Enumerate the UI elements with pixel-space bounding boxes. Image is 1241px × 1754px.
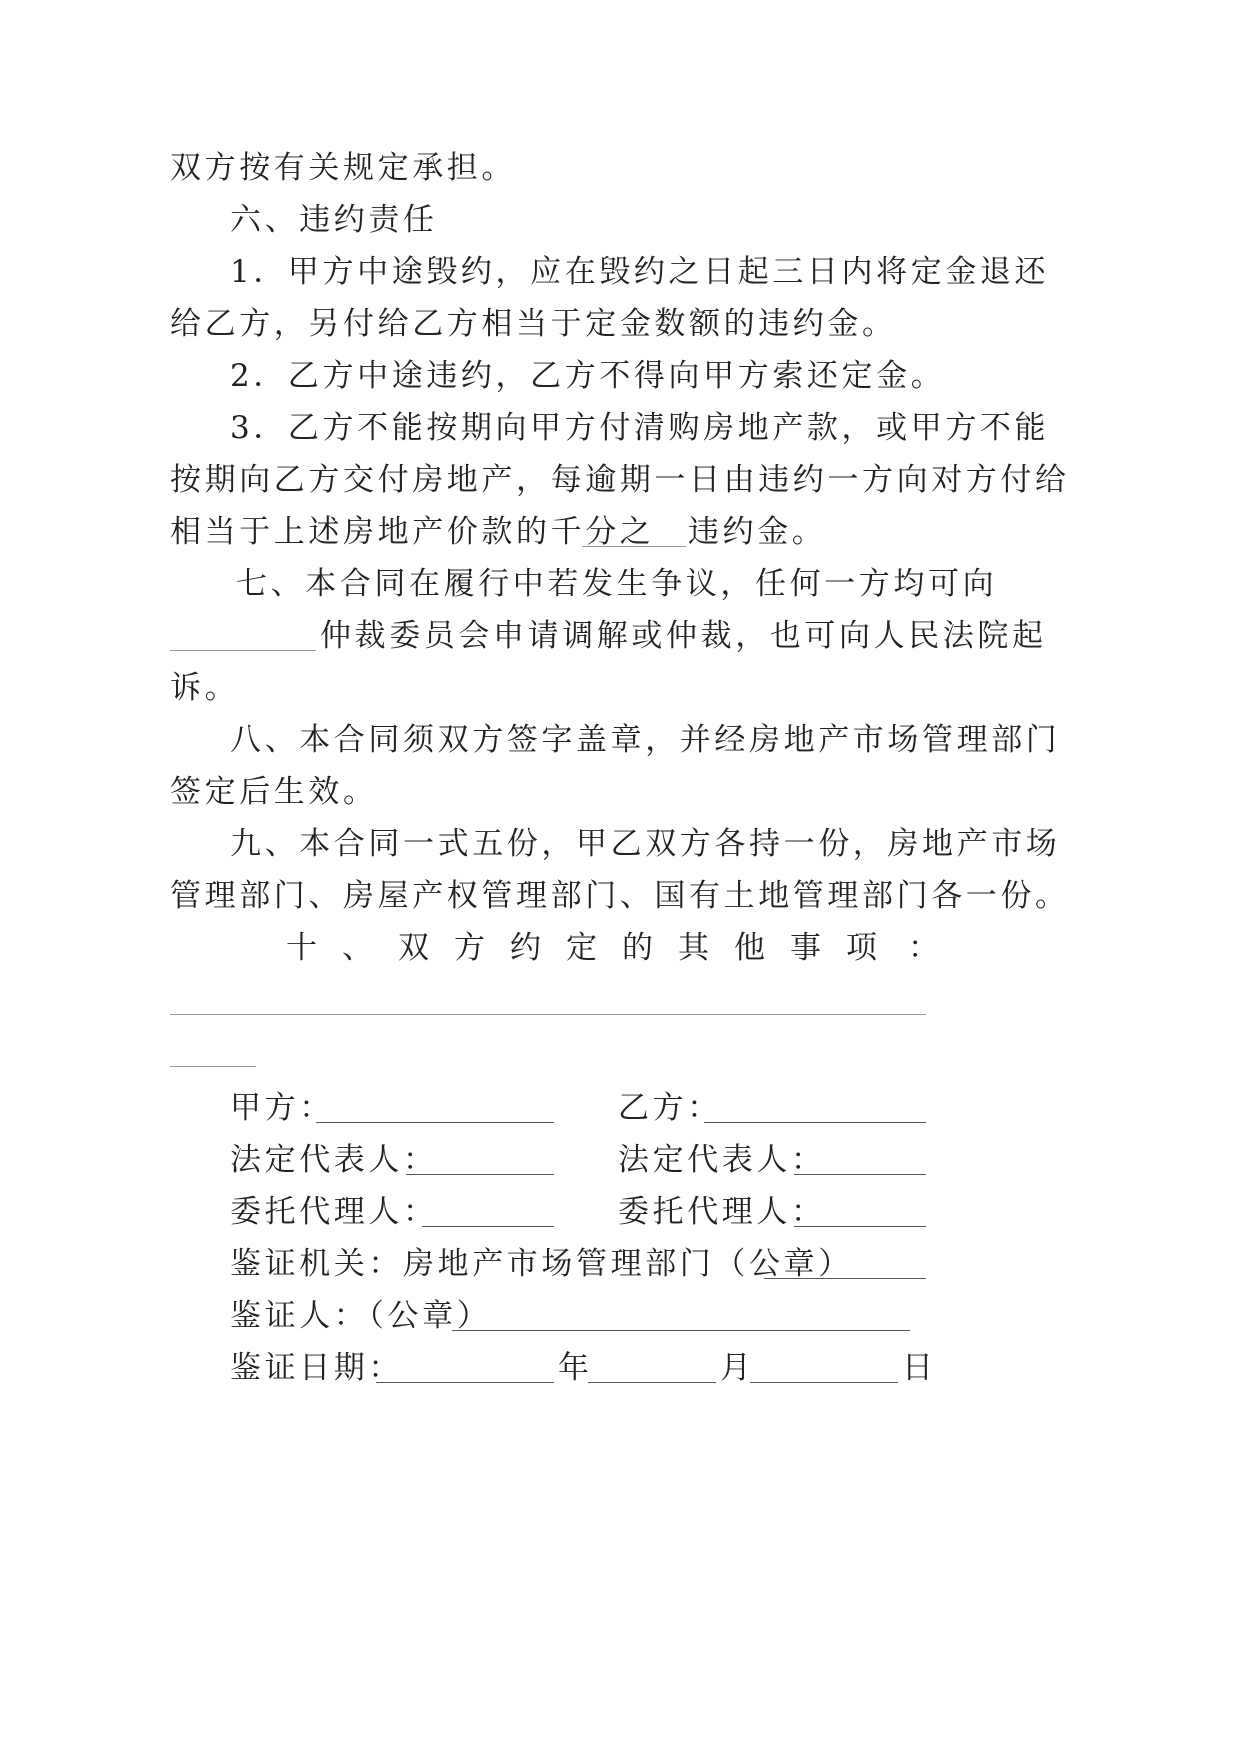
line-text: 仲裁委员会申请调解或仲裁，也可向人民法院起 <box>320 618 1047 654</box>
agent-b-field[interactable] <box>794 1192 926 1227</box>
paragraph-line <box>0 356 1241 396</box>
month-label: 月 <box>720 1350 755 1386</box>
clause-char: ： <box>908 930 943 966</box>
paragraph-line <box>0 564 1241 604</box>
paragraph-line <box>0 252 1241 292</box>
line-text: 诉。 <box>170 670 240 706</box>
other-matters-blank[interactable] <box>170 1032 256 1067</box>
clause-char: 项 <box>846 930 881 966</box>
paragraph-line <box>0 460 1241 500</box>
heading-text: 六、违约责任 <box>230 202 438 238</box>
rep-a-field[interactable] <box>406 1140 554 1175</box>
line-text: 1．甲方中途毁约，应在毁约之日起三日内将定金退还 <box>230 254 1050 290</box>
paragraph-line <box>0 304 1241 344</box>
clause-ten-heading <box>0 928 1241 968</box>
paragraph-line <box>0 876 1241 916</box>
party-a-label: 甲方： <box>230 1090 334 1126</box>
line-text: 3．乙方不能按期向甲方付清购房地产款，或甲方不能 <box>230 410 1050 446</box>
paragraph-line <box>0 720 1241 760</box>
paragraph-line <box>0 408 1241 448</box>
party-b-field[interactable] <box>704 1088 926 1123</box>
signature-row <box>0 1348 1241 1388</box>
paragraph-line <box>0 616 1241 656</box>
agent-a-label: 委托代理人： <box>230 1194 438 1230</box>
line-text: 管理部门、房屋产权管理部门、国有土地管理部门各一份。 <box>170 878 1070 914</box>
authority-field[interactable] <box>764 1244 926 1279</box>
section-heading <box>0 200 1241 240</box>
line-text: 相当于上述房地产价款的千分之 <box>170 514 655 550</box>
clause-char: 方 <box>454 930 489 966</box>
authority-label: 鉴证机关：房地产市场管理部门（公章） <box>230 1246 853 1282</box>
paragraph-line <box>0 668 1241 708</box>
ratio-blank[interactable] <box>582 512 686 547</box>
line-text: 双方按有关规定承担。 <box>170 150 516 186</box>
clause-char: 的 <box>622 930 657 966</box>
line-text: 2．乙方中途违约，乙方不得向甲方索还定金。 <box>230 358 946 394</box>
clause-char: 双 <box>398 930 433 966</box>
line-text: 七、本合同在履行中若发生争议，任何一方均可向 <box>236 566 998 602</box>
party-a-field[interactable] <box>316 1088 554 1123</box>
rep-b-field[interactable] <box>794 1140 926 1175</box>
line-text: 按期向乙方交付房地产，每逾期一日由违约一方向对方付给 <box>170 462 1070 498</box>
party-b-label: 乙方： <box>618 1090 722 1126</box>
line-text: 给乙方，另付给乙方相当于定金数额的违约金。 <box>170 306 897 342</box>
other-matters-line <box>0 980 1241 1020</box>
signature-row <box>0 1140 1241 1180</box>
signature-row <box>0 1088 1241 1128</box>
clause-char: 他 <box>734 930 769 966</box>
clause-char: 定 <box>566 930 601 966</box>
line-text: 签定后生效。 <box>170 774 378 810</box>
line-text: 违约金。 <box>688 514 827 550</box>
clause-char: 、 <box>342 930 377 966</box>
signature-row <box>0 1244 1241 1284</box>
signature-row <box>0 1296 1241 1336</box>
clause-char: 约 <box>510 930 545 966</box>
year-field[interactable] <box>376 1348 554 1383</box>
rep-b-label: 法定代表人： <box>618 1142 826 1178</box>
paragraph-line <box>0 512 1241 552</box>
day-label: 日 <box>902 1350 937 1386</box>
year-label: 年 <box>558 1350 593 1386</box>
clause-char: 事 <box>790 930 825 966</box>
clause-char: 其 <box>678 930 713 966</box>
paragraph-line <box>0 824 1241 864</box>
paragraph-line <box>0 148 1241 188</box>
date-label: 鉴证日期： <box>230 1350 403 1386</box>
other-matters-line <box>0 1032 1241 1072</box>
signature-row <box>0 1192 1241 1232</box>
witness-label: 鉴证人：（公章） <box>230 1298 492 1334</box>
agent-b-label: 委托代理人： <box>618 1194 826 1230</box>
other-matters-blank[interactable] <box>170 980 926 1015</box>
clause-char: 十 <box>286 930 321 966</box>
witness-field[interactable] <box>452 1296 910 1331</box>
day-field[interactable] <box>750 1348 898 1383</box>
agent-a-field[interactable] <box>422 1192 554 1227</box>
month-field[interactable] <box>588 1348 716 1383</box>
rep-a-label: 法定代表人： <box>230 1142 438 1178</box>
arbitration-blank[interactable] <box>170 616 316 651</box>
line-text: 八、本合同须双方签字盖章，并经房地产市场管理部门 <box>230 722 1061 758</box>
line-text: 九、本合同一式五份，甲乙双方各持一份，房地产市场 <box>230 826 1061 862</box>
paragraph-line <box>0 772 1241 812</box>
